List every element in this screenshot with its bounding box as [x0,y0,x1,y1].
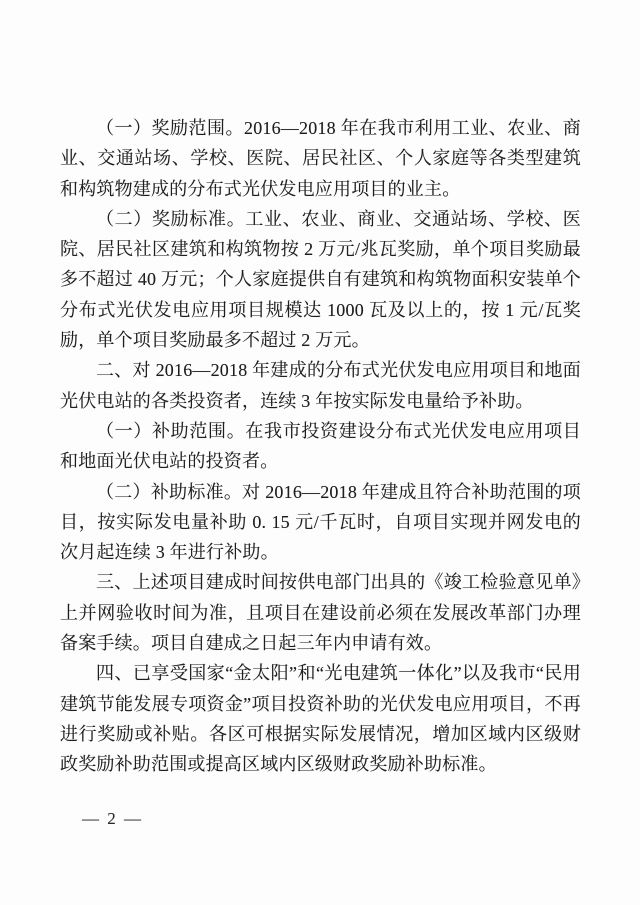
paragraph-section-two: 二、对 2016—2018 年建成的分布式光伏发电应用项目和地面光伏电站的各类投资者，连续 3 年按实际发电量给予补助。 [60,360,581,411]
paragraph-subsidy-standard: （二）补助标准。对 2016—2018 年建成且符合补助范围的项目，按实际发电量补助 0. 15 元/千瓦时，自项目实现并网发电的次月起连续 3 年进行补助。 [60,481,581,563]
paragraph-section-four: 四、已享受国家“金太阳”和“光电建筑一体化”以及我市“民用建筑节能发展专项资金”项目投资补助的光伏发电应用项目，不再进行奖励或补贴。各区可根据实际发展情况，增加区域内区级财政奖励补助范围或提高区域内区级财政奖励补助标准。 [60,663,581,775]
paragraph-subsidy-scope: （一）补助范围。在我市投资建设分布式光伏发电应用项目和地面光伏电站的投资者。 [60,420,581,472]
document-body [60,113,581,780]
page-number: — 2 — [82,809,143,828]
paragraph-reward-scope: （一）奖励范围。2016—2018 年在我市利用工业、农业、商业、交通站场、学校、医院、居民社区、个人家庭等各类型建筑和构筑物建成的分布式光伏发电应用项目的业主。 [60,118,581,199]
paragraph-section-three: 三、上述项目建成时间按供电部门出具的《竣工检验意见单》上并网验收时间为准，且项目在建设前必须在发展改革部门办理备案手续。项目自建成之日起三年内申请有效。 [60,572,581,654]
paragraph-reward-standard: （二）奖励标准。工业、农业、商业、交通站场、学校、医院、居民社区建筑和构筑物按 2 万元/兆瓦奖励，单个项目奖励最多不超过 40 万元；个人家庭提供自有建筑和构筑物面积安装单个分布式光伏发电应用项目规模达 1000 瓦及以上的，按 1 元/瓦奖励，单个项目奖励最多不超过 2 万元。 [60,208,581,351]
